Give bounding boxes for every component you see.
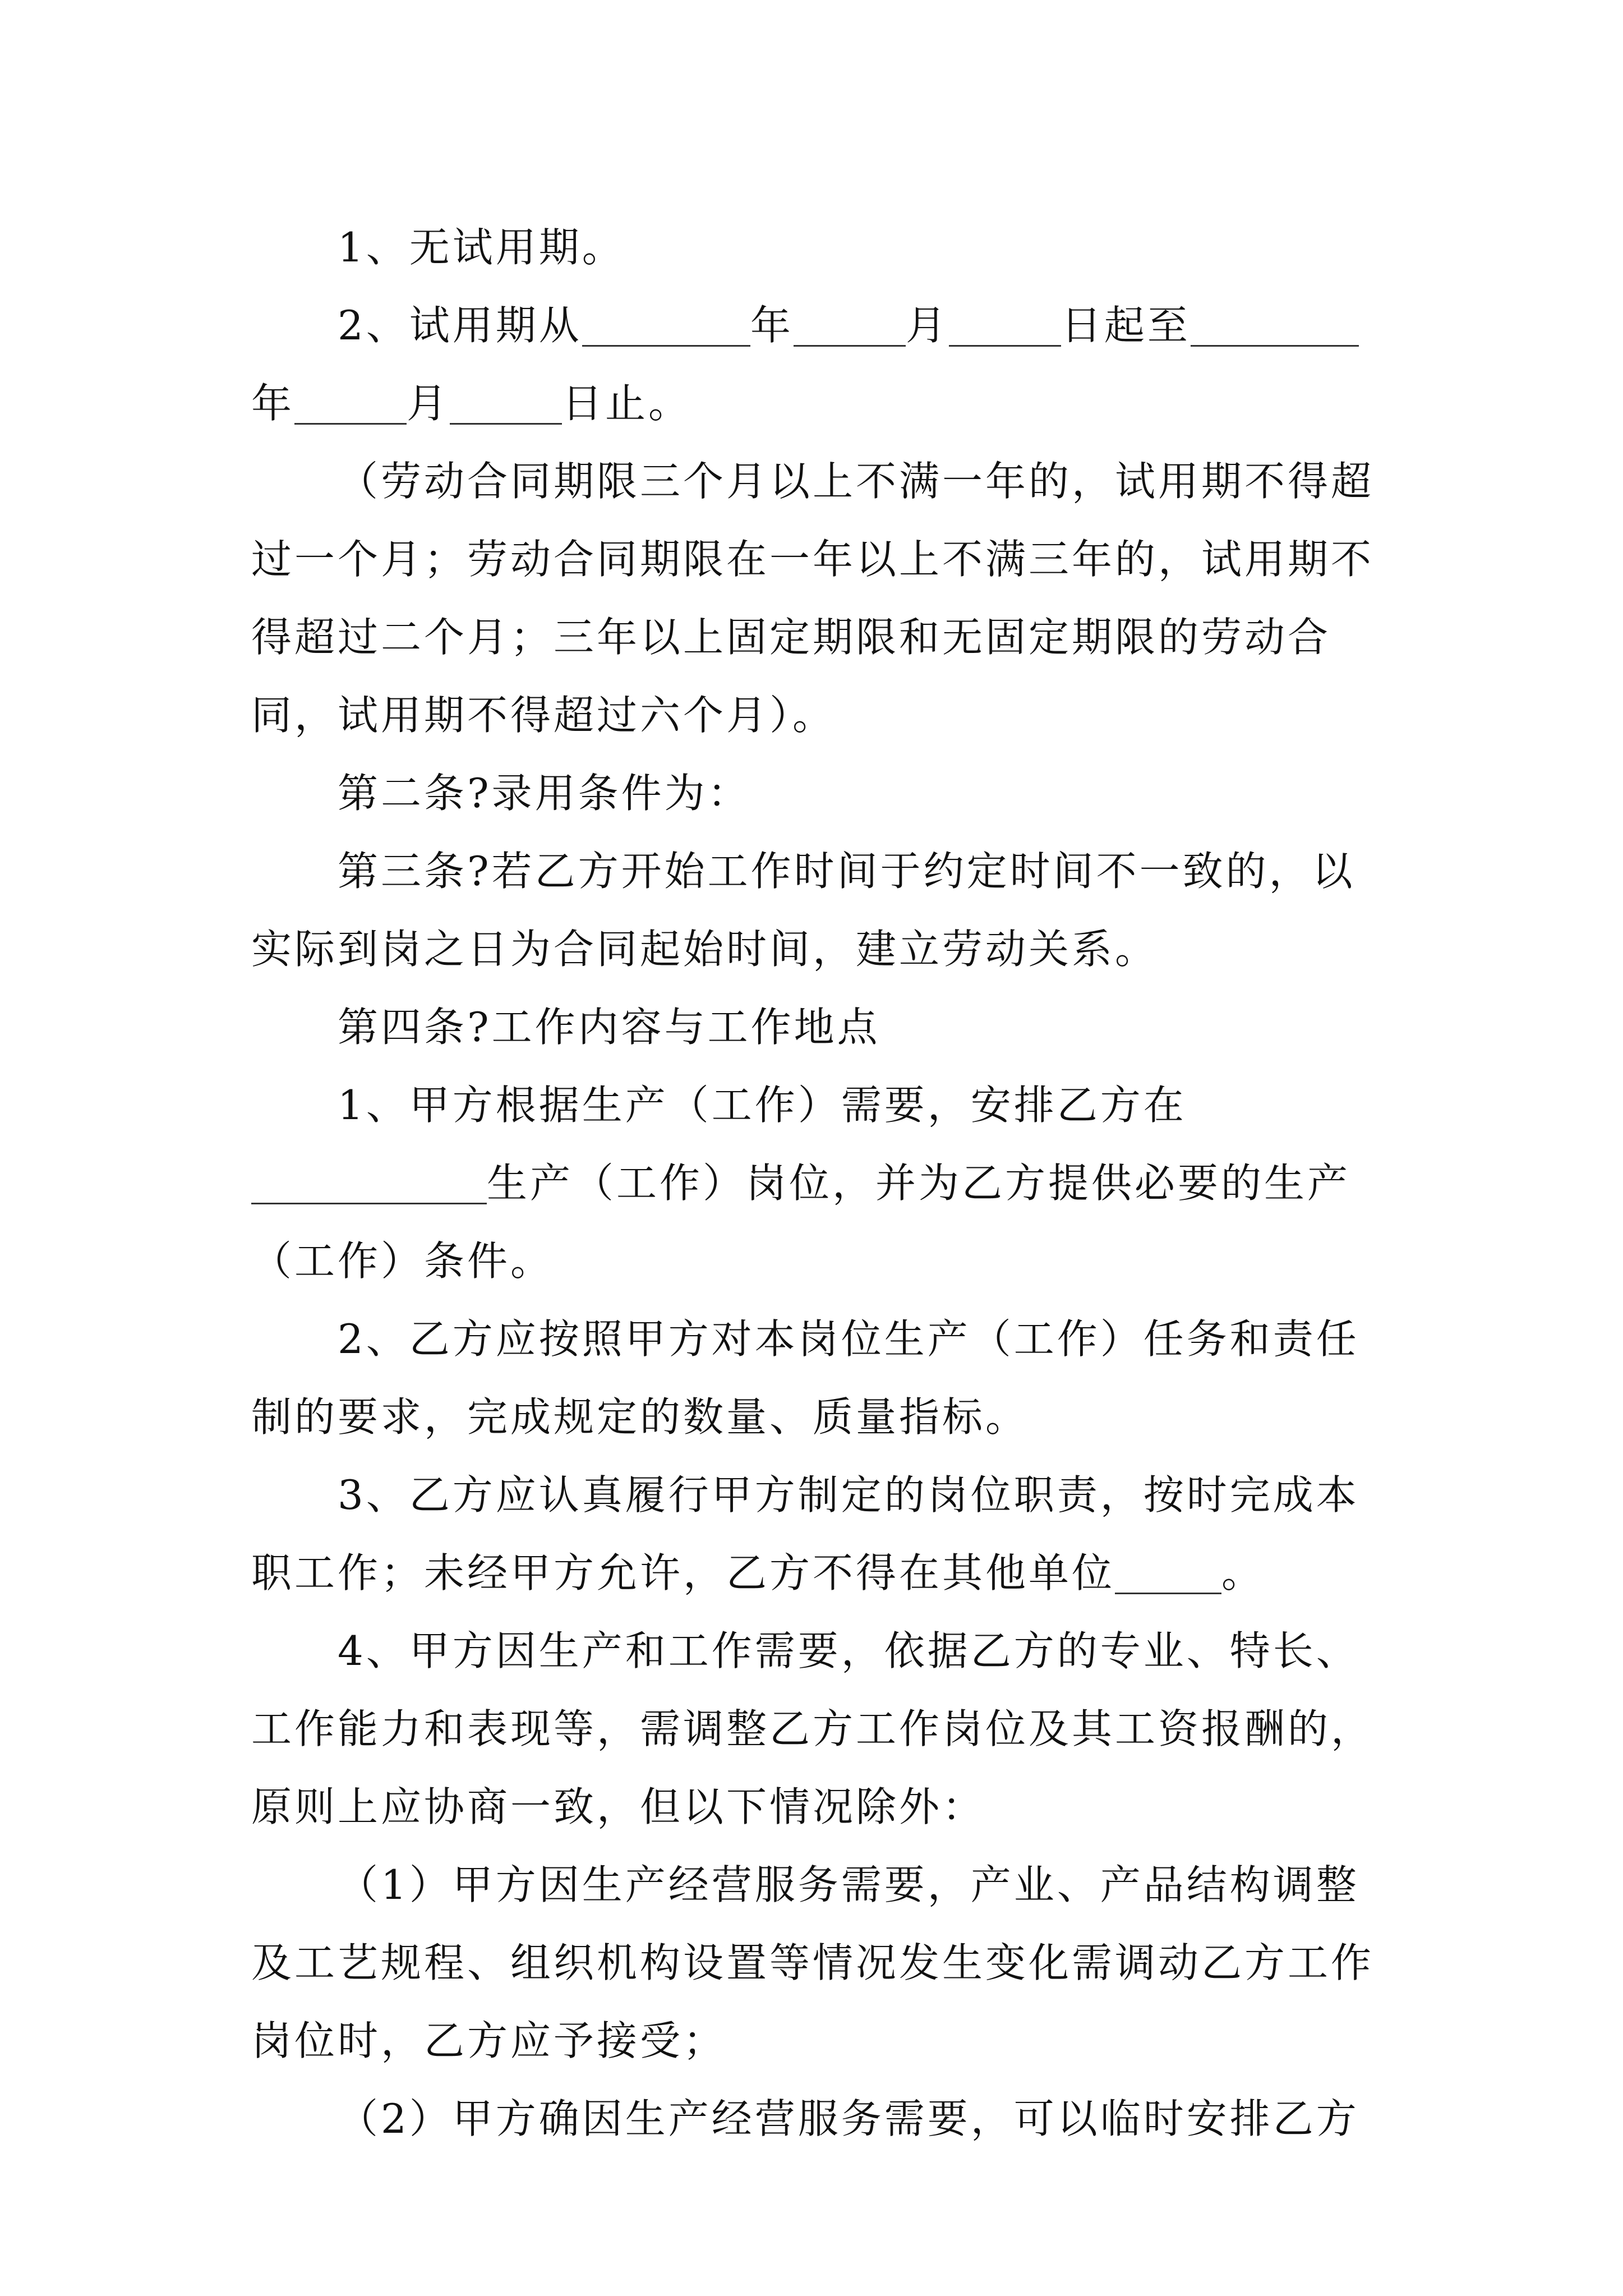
paragraph-task-requirements: 2、乙方应按照甲方对本岗位生产（工作）任务和责任制的要求，完成规定的数量、质量指标。 (251, 1315, 1359, 1441)
paragraph-exception-two: （2）甲方确因生产经营服务需要，可以临时安排乙方 (338, 2095, 1359, 2142)
month-label: 月 (905, 302, 949, 349)
end-month-blank[interactable] (294, 380, 407, 425)
paragraph-no-probation: 1、无试用期。 (338, 224, 625, 271)
start-day-blank[interactable] (949, 302, 1061, 347)
start-month-blank[interactable] (794, 302, 906, 347)
end-day-label: 日止。 (562, 380, 692, 427)
document-page (251, 209, 1390, 2158)
paragraph-duties (251, 1456, 1390, 1612)
work-position-text: 1、甲方根据生产（工作）需要，安排乙方在 (338, 1082, 1187, 1129)
probation-text-start: 2、试用期从 (338, 302, 582, 349)
article-two-heading: 第二条?录用条件为： (338, 770, 751, 817)
end-year-label: 年 (251, 380, 295, 427)
year-label: 年 (750, 302, 794, 349)
end-year-blank[interactable] (1191, 302, 1359, 347)
other-unit-blank[interactable] (1115, 1550, 1221, 1594)
paragraph-exception-one: （1）甲方因生产经营服务需要，产业、产品结构调整及工艺规程、组织机构设置等情况发生变化需调动乙方工作岗位时，乙方应予接受； (251, 1861, 1375, 2064)
paragraph-work-position (251, 1066, 1390, 1300)
paragraph-adjustment: 4、甲方因生产和工作需要，依据乙方的专业、特长、工作能力和表现等，需调整乙方工作岗位及其工资报酬的，原则上应协商一致，但以下情况除外： (251, 1627, 1375, 1830)
end-month-label: 月 (407, 380, 450, 427)
day-to-label: 日起至 (1061, 302, 1191, 349)
position-blank[interactable] (251, 1160, 487, 1204)
end-day-blank[interactable] (450, 380, 562, 425)
paragraph-probation-rules: （劳动合同期限三个月以上不满一年的，试用期不得超过一个月；劳动合同期限在一年以上不满三年的，试用期不得超过二个月；三年以上固定期限和无固定期限的劳动合同，试用期不得超过六个月）。 (251, 458, 1375, 739)
start-year-blank[interactable] (582, 302, 750, 347)
article-three: 第三条?若乙方开始工作时间于约定时间不一致的，以实际到岗之日为合同起始时间，建立劳动关系。 (251, 848, 1355, 973)
article-four-heading: 第四条?工作内容与工作地点 (338, 1004, 880, 1051)
duties-text: 3、乙方应认真履行甲方制定的岗位职责，按时完成本职工作；未经甲方允许，乙方不得在其他单位 (251, 1471, 1359, 1596)
paragraph-probation-period (251, 287, 1390, 443)
duties-text-end: 。 (1221, 1549, 1265, 1596)
work-position-text-end: 生产（工作）岗位，并为乙方提供必要的生产（工作）条件。 (251, 1159, 1351, 1285)
